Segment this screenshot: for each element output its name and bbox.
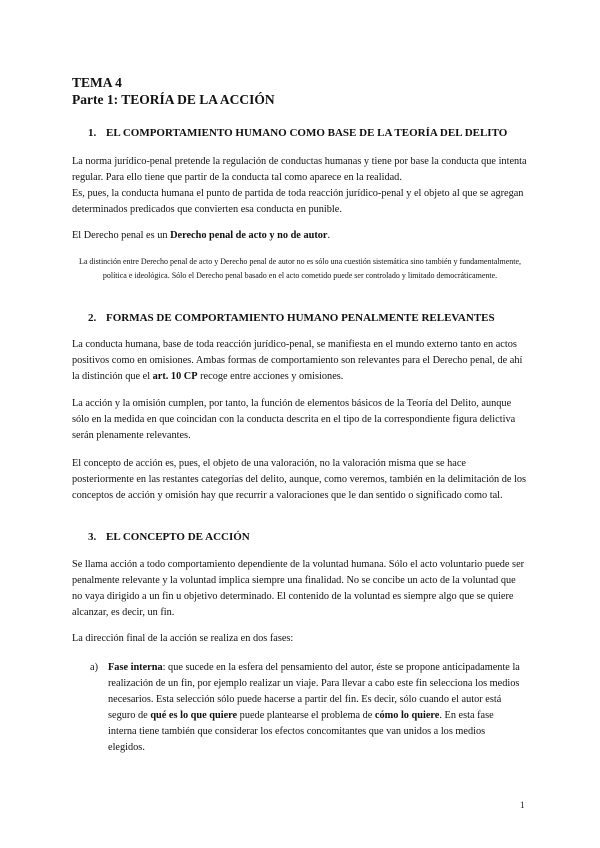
section-title: EL COMPORTAMIENTO HUMANO COMO BASE DE LA TEORÍA DEL DELITO — [106, 127, 508, 139]
section-title: FORMAS DE COMPORTAMIENTO HUMANO PENALMENTE RELEVANTES — [106, 312, 495, 324]
paragraph — [72, 228, 528, 244]
section-title: EL CONCEPTO DE ACCIÓN — [106, 531, 250, 543]
paragraph-text: . En esta fase interna tiene también que considerar los efectos concomitantes que van unidos a los medios elegidos. — [108, 710, 494, 753]
list-item-text — [108, 660, 522, 756]
part-title: Parte 1: TEORÍA DE LA ACCIÓN — [72, 92, 275, 107]
paragraph: Se llama acción a todo comportamiento dependiente de la voluntad humana. Sólo el acto voluntario puede ser penalmente relevante y la voluntad implica siempre una finalidad. No se concibe un acto de la voluntad que no vaya dirigido a un fin u objetivo determinado. El contenido de la voluntad es siempre algo que se quiere alcanzar, es decir, un fin. — [72, 559, 525, 618]
section-3-heading — [88, 530, 250, 544]
emphasis-text: qué es lo que quiere — [150, 710, 238, 721]
note-paragraph: La distinción entre Derecho penal de acto y Derecho penal de autor no es sólo una cuestión sistemática sino también y fundamentalmente, política e ideológica. Sólo el Derecho penal basado en el acto cometido puede ser controlado y limitado democráticamente. — [78, 257, 522, 280]
list-label: a) — [90, 662, 98, 673]
section-1-heading — [88, 126, 507, 140]
paragraph-text: . — [327, 230, 331, 241]
page-number: 1 — [520, 800, 525, 810]
emphasis-text: cómo lo quiere — [374, 710, 440, 721]
section-2-heading — [88, 311, 495, 325]
paragraph-text: La norma jurídico-penal pretende la regulación de conductas humanas y tiene por base la conducta que intenta regular. Para ello tiene que partir de la conducta tal como aparece en la realidad. — [72, 156, 527, 183]
paragraph-text: El Derecho penal es un — [72, 230, 171, 241]
paragraph — [72, 337, 528, 385]
paragraph-text: recoge entre acciones y omisiones. — [197, 371, 344, 382]
paragraph: El concepto de acción es, pues, el objeto de una valoración, no la valoración misma que se hace posteriormente en las restantes categorías del delito, aunque, como veremos, también en la delimitación de los conceptos de acción y omisión hay que recurrir a valoraciones que le dan sentido o significado como tal. — [72, 458, 527, 501]
list-item — [90, 660, 522, 756]
paragraph: La acción y la omisión cumplen, por tanto, la función de elementos básicos de la Teoría del Delito, aunque sólo en la medida en que coincidan con la conducta descrita en el tipo de la correspondiente figura delictiva serán plenamente relevantes. — [72, 398, 516, 441]
topic-title: TEMA 4 — [72, 75, 122, 90]
paragraph-text: La conducta humana, base de toda reacción jurídico-penal, se manifiesta en el mundo externo tanto en actos positivos como en omisiones. Ambas formas de comportamiento son relevantes para el Derecho penal, de ahí la distinción que el — [72, 339, 523, 382]
emphasis-text: Derecho penal de acto y no de autor — [170, 230, 328, 241]
paragraph-text: Es, pues, la conducta humana el punto de partida de toda reacción jurídico-penal y el objeto al que se agregan determinados predicados que convierten esa conducta en punible. — [72, 188, 524, 215]
emphasis-text: art. 10 CP — [152, 371, 198, 382]
paragraph-text: puede plantearse el problema de — [237, 710, 375, 721]
section-number: 2. — [88, 312, 97, 324]
paragraph — [72, 154, 528, 218]
section-number: 3. — [88, 531, 97, 543]
paragraph: La dirección final de la acción se realiza en dos fases: — [72, 633, 294, 644]
section-number: 1. — [88, 127, 97, 139]
paragraph-text: : que sucede en la esfera del pensamiento del autor, éste se propone anticipadamente la realización de un fin, por ejemplo realizar un viaje. Para llevar a cabo este fin selecciona los medios necesarios. Esta selección sólo puede hacerse a partir del fin. Es decir, sólo cuando el autor está seguro de — [108, 662, 520, 721]
emphasis-text: Fase interna — [108, 662, 163, 673]
